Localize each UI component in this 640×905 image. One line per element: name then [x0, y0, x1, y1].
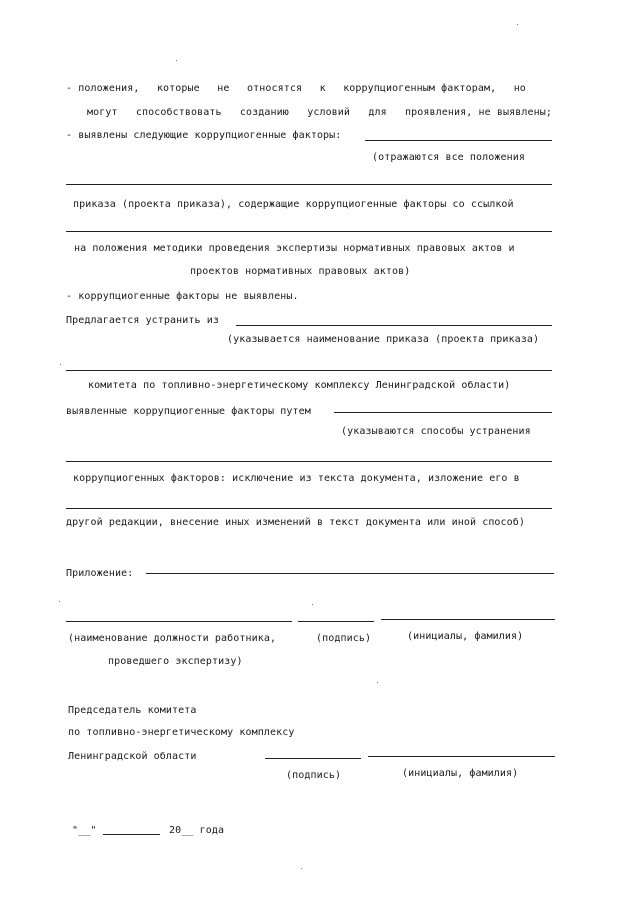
appendix-label: Приложение: — [66, 568, 134, 579]
hint-text: приказа (проекта приказа), содержащие коррупциогенные факторы со ссылкой — [73, 199, 514, 210]
chairman-initials-caption: (инициалы, фамилия) — [402, 768, 519, 779]
position-blank — [66, 621, 292, 622]
appendix-blank — [146, 573, 554, 574]
hint-text: комитета по топливно-энергетическому комплексу Ленинградской области) — [88, 380, 511, 391]
fill-in-line — [66, 184, 552, 185]
fill-in-line — [66, 461, 552, 462]
propose-label: Предлагается устранить из — [66, 315, 220, 326]
hint-text: (указываются способы устранения — [341, 426, 531, 437]
found-factors-label: - выявлены следующие коррупциогенные факторы: — [66, 130, 342, 141]
scan-speck — [377, 682, 378, 683]
hint-text: проектов нормативных правовых актов) — [190, 266, 411, 277]
text-fragment: могут — [87, 107, 118, 118]
document-name-blank — [236, 325, 552, 326]
paragraph-line-2 — [87, 107, 552, 119]
position-caption: проведшего экспертизу) — [108, 656, 243, 667]
initials-caption: (инициалы, фамилия) — [407, 631, 524, 642]
method-blank — [334, 412, 552, 413]
date-year: 20__ года — [169, 825, 225, 836]
scan-speck — [301, 868, 302, 869]
text-fragment: коррупциогенным факторам, — [343, 83, 497, 94]
date-day: "__" — [72, 825, 97, 836]
text-fragment: относятся — [247, 83, 303, 94]
chairman-initials-blank — [368, 756, 555, 757]
fill-in-line — [66, 508, 552, 509]
text-fragment: которые — [156, 83, 200, 94]
hint-text: другой редакции, внесение иных изменений в текст документа или иной способ) — [66, 517, 526, 528]
text-fragment: - положения, — [66, 83, 140, 94]
signature-blank — [298, 621, 374, 622]
initials-blank — [381, 619, 555, 620]
text-fragment: но — [513, 83, 526, 94]
scan-speck — [60, 364, 61, 365]
text-fragment: условий — [307, 107, 351, 118]
hint-text: на положения методики проведения экспертизы нормативных правовых актов и — [74, 243, 515, 254]
chairman-title: по топливно-энергетическому комплексу — [68, 727, 295, 738]
fill-in-line — [66, 231, 552, 232]
text-fragment: способствовать — [135, 107, 222, 118]
method-label: выявленные коррупциогенные факторы путем — [66, 406, 311, 417]
text-fragment: созданию — [239, 107, 289, 118]
scan-speck — [312, 604, 313, 605]
paragraph-line-1 — [66, 83, 526, 95]
scan-speck — [59, 601, 60, 602]
hint-text: коррупциогенных факторов: исключение из текста документа, изложение его в — [73, 473, 520, 484]
text-fragment: к — [319, 83, 326, 94]
found-factors-blank — [365, 140, 552, 141]
text-fragment: проявления, не выявлены; — [405, 107, 552, 118]
text-fragment: для — [368, 107, 387, 118]
hint-text: (отражаются все положения — [372, 152, 526, 163]
text-fragment: не — [217, 83, 230, 94]
scan-speck — [517, 24, 518, 25]
fill-in-line — [66, 370, 552, 371]
chairman-signature-blank — [265, 758, 361, 759]
date-month-blank — [103, 834, 160, 835]
chairman-title: Председатель комитета — [68, 705, 197, 716]
hint-text: (указывается наименование приказа (проекта приказа) — [227, 334, 540, 345]
chairman-signature-caption: (подпись) — [286, 770, 342, 781]
signature-caption: (подпись) — [316, 633, 372, 644]
position-caption: (наименование должности работника, — [68, 633, 277, 644]
chairman-title: Ленинградской области — [68, 751, 197, 762]
scan-speck — [176, 60, 177, 61]
no-factors-label: - коррупциогенные факторы не выявлены. — [66, 291, 299, 302]
